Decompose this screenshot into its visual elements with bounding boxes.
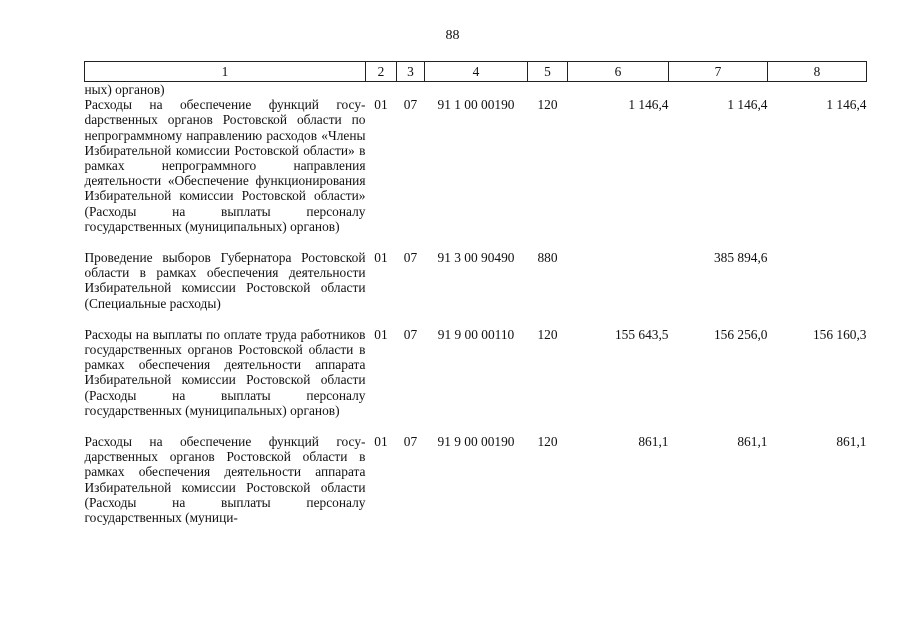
row-subsection: 07	[403, 434, 418, 450]
continuation-row	[85, 82, 867, 98]
row-amount-col8: 861,1	[836, 434, 867, 450]
row-amount-col7: 156 256,0	[713, 326, 768, 342]
row-target-code: 91 9 00 00110	[437, 326, 515, 342]
budget-table	[84, 61, 867, 525]
row-subsection: 07	[403, 326, 418, 342]
row-subsection: 07	[403, 97, 418, 113]
header-col-2: 2	[366, 62, 397, 82]
row-section: 01	[374, 326, 388, 342]
row-target-code: 91 1 00 00190	[437, 97, 515, 113]
row-amount-col6: 861,1	[638, 434, 669, 450]
row-description: Проведение выборов Губернатора Ростовской области в рамках обеспечения деятельности Избирательной комиссии Ростовской области (Специальные расходы)	[84, 250, 366, 311]
table-header-row	[85, 62, 867, 82]
row-description: Расходы на обеспечение функций госуdарственных органов Ростовской области по непрограммному направлению расходов «Члены Избирательной комиссии Ростовской области» в рамках непрограммного направления деятельности «Обеспечение функционирования Избирательной комиссии Ростовской области» (Расходы на выплаты персоналу государственных (муниципальных) органов)	[84, 97, 366, 234]
row-target-code: 91 3 00 90490	[437, 250, 515, 266]
row-amount-col8: 1 146,4	[826, 97, 867, 113]
continuation-text: ных) органов)	[84, 82, 165, 97]
header-col-6: 6	[568, 62, 669, 82]
row-description: Расходы на обеспечение функций государственных органов Ростовской области в рамках обеспечения деятельности аппарата Избирательной комиссии Ростовской области (Расходы на выплаты персоналу государственных (муници-	[84, 434, 366, 526]
row-section: 01	[374, 97, 388, 113]
table-row	[85, 418, 867, 525]
row-amount-col6	[568, 234, 669, 311]
row-subsection: 07	[403, 250, 418, 266]
row-section: 01	[374, 250, 388, 266]
row-target-code: 91 9 00 00190	[437, 434, 515, 450]
header-col-5: 5	[528, 62, 568, 82]
row-expense-type: 880	[537, 250, 558, 266]
header-col-1: 1	[85, 62, 366, 82]
row-amount-col7: 385 894,6	[713, 250, 768, 266]
row-section: 01	[374, 434, 388, 450]
row-description: Расходы на выплаты по оплате труда работников государственных органов Ростовской области в рамках обеспечения деятельности аппарата Избирательной комиссии Ростовской области (Расходы на выплаты персоналу государственных (муниципальных) органов)	[84, 326, 366, 418]
row-amount-col6: 155 643,5	[614, 326, 669, 342]
table-row	[85, 234, 867, 311]
header-col-3: 3	[397, 62, 425, 82]
row-expense-type: 120	[537, 326, 558, 342]
row-amount-col7: 861,1	[737, 434, 768, 450]
table-row	[85, 97, 867, 234]
table-row	[85, 311, 867, 418]
header-col-8: 8	[768, 62, 867, 82]
row-amount-col7: 1 146,4	[727, 97, 768, 113]
row-amount-col8: 156 160,3	[812, 326, 867, 342]
header-col-7: 7	[669, 62, 768, 82]
row-amount-col6: 1 146,4	[628, 97, 669, 113]
row-amount-col8	[768, 234, 867, 311]
row-expense-type: 120	[537, 97, 558, 113]
page-number: 88	[445, 28, 460, 43]
header-col-4: 4	[425, 62, 528, 82]
row-expense-type: 120	[537, 434, 558, 450]
